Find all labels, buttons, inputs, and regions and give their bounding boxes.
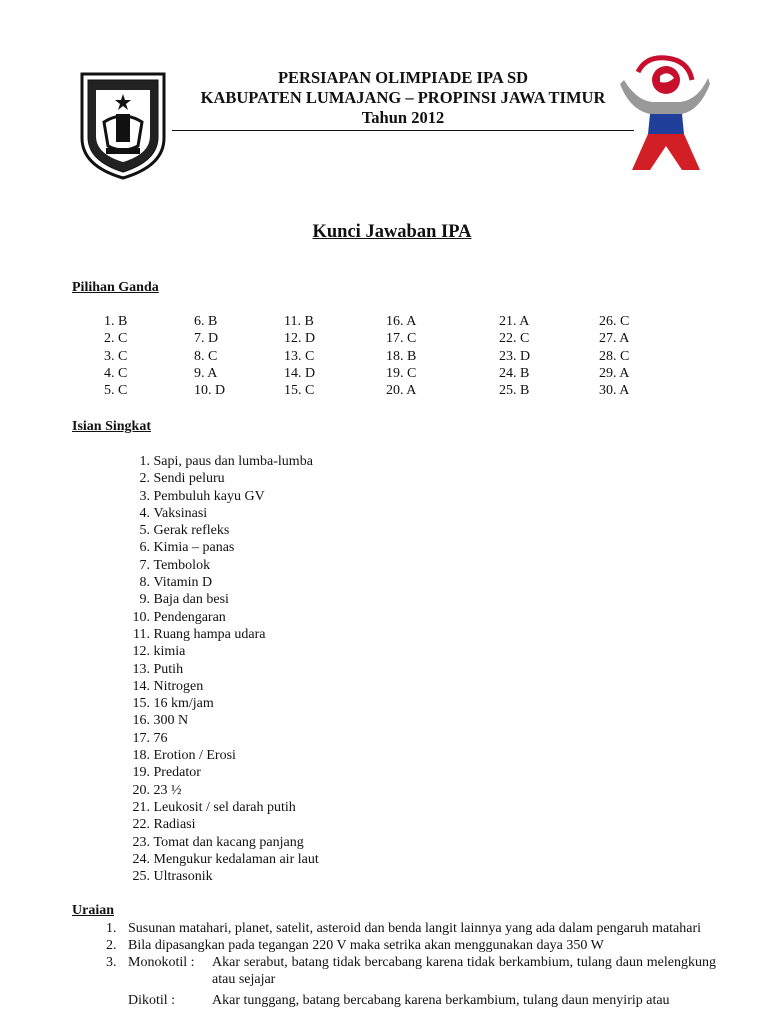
- answer-cell: 29. A: [599, 365, 630, 381]
- list-item: 14. Nitrogen: [132, 678, 204, 694]
- header-line-2: KABUPATEN LUMAJANG – PROPINSI JAWA TIMUR: [200, 88, 606, 107]
- essay-answers: [96, 920, 716, 1009]
- list-item: 21. Leukosit / sel darah putih: [132, 799, 296, 815]
- list-item: 20. 23 ½: [132, 782, 182, 798]
- list-item: 10. Pendengaran: [132, 609, 226, 625]
- answer-cell: 13. C: [284, 348, 315, 364]
- term-label: Monokotil :: [128, 955, 195, 970]
- list-item: 17. 76: [132, 730, 168, 746]
- list-item: 5. Gerak refleks: [139, 523, 230, 539]
- essay-item: 2. Bila dipasangkan pada tegangan 220 V maka setrika akan menggunakan daya 350 W: [106, 938, 604, 953]
- multiple-choice-answer-grid: [90, 314, 690, 400]
- list-item: 19. Predator: [132, 765, 201, 781]
- header-line-1: PERSIAPAN OLIMPIADE IPA SD: [277, 68, 529, 87]
- answer-cell: 19. C: [386, 365, 417, 381]
- answer-cell: 9. A: [194, 365, 218, 381]
- list-item: 15. 16 km/jam: [132, 696, 214, 712]
- answer-cell: 1. B: [104, 314, 128, 329]
- answer-cell: 18. B: [386, 348, 417, 364]
- list-item: 12. kimia: [132, 644, 186, 660]
- list-item: 22. Radiasi: [132, 817, 196, 833]
- list-item: 8. Vitamin D: [139, 575, 213, 591]
- answer-cell: 7. D: [194, 331, 219, 347]
- list-item: 16. 300 N: [132, 713, 189, 729]
- list-item: 18. Erotion / Erosi: [132, 748, 236, 764]
- answer-cell: 22. C: [499, 331, 530, 347]
- term-label: Dikotil :: [128, 993, 176, 1008]
- answer-cell: 12. D: [284, 331, 316, 347]
- answer-cell: 17. C: [386, 331, 417, 347]
- list-item: 4. Vaksinasi: [139, 505, 208, 521]
- short-answer-list: [104, 453, 319, 885]
- kabupaten-lumajang-emblem: [78, 66, 168, 182]
- answer-cell: 16. A: [386, 314, 417, 329]
- answer-cell: 11. B: [284, 314, 314, 329]
- header-rule: [172, 130, 634, 131]
- essay-item: 1. Susunan matahari, planet, satelit, asteroid dan benda langit lainnya yang ada dalam pengaruh matahari: [106, 921, 702, 936]
- header-line-3: Tahun 2012: [361, 108, 445, 127]
- answer-cell: 21. A: [499, 314, 530, 329]
- header-title-block: [172, 68, 634, 128]
- list-item: 7. Tembolok: [139, 557, 211, 573]
- answer-cell: 30. A: [599, 383, 630, 399]
- list-item: 24. Mengukur kedalaman air laut: [132, 851, 319, 867]
- essay-item: 3. Monokotil : Akar serabut, batang tidak bercabang karena tidak berkambium, tulang daun melengkung atau sejajar: [106, 955, 716, 987]
- list-item: 6. Kimia – panas: [139, 540, 235, 556]
- answer-cell: 25. B: [499, 383, 530, 399]
- answer-cell: 28. C: [599, 348, 630, 364]
- list-item: 23. Tomat dan kacang panjang: [132, 834, 304, 850]
- answer-cell: 15. C: [284, 383, 315, 399]
- list-item: 25. Ultrasonik: [132, 869, 213, 885]
- list-item: 13. Putih: [132, 661, 184, 677]
- answer-cell: 4. C: [104, 365, 128, 381]
- answer-cell: 23. D: [499, 348, 531, 364]
- answer-cell: 2. C: [104, 331, 128, 347]
- list-item: 3. Pembuluh kayu GV: [139, 488, 265, 504]
- section-heading-uraian: Uraian: [72, 903, 114, 918]
- answer-cell: 24. B: [499, 365, 530, 381]
- list-item: 11. Ruang hampa udara: [133, 626, 266, 642]
- section-heading-isian-singkat: Isian Singkat: [72, 419, 151, 434]
- essay-item: Dikotil : Akar tunggang, batang bercabang karena berkambium, tulang daun menyirip atau: [128, 993, 670, 1008]
- olympiad-logo: [616, 50, 716, 178]
- section-heading-pilihan-ganda: Pilihan Ganda: [72, 280, 159, 295]
- answer-cell: 8. C: [194, 348, 218, 364]
- answer-cell: 3. C: [104, 348, 128, 364]
- answer-cell: 27. A: [599, 331, 630, 347]
- answer-cell: 10. D: [194, 383, 226, 399]
- list-item: 9. Baja dan besi: [139, 592, 229, 608]
- answer-cell: 6. B: [194, 314, 218, 329]
- list-item: 2. Sendi peluru: [139, 471, 225, 487]
- answer-cell: 26. C: [599, 314, 630, 329]
- answer-cell: 14. D: [284, 365, 316, 381]
- answer-cell: 5. C: [104, 383, 128, 399]
- document-title: Kunci Jawaban IPA: [312, 222, 472, 242]
- list-item: 1. Sapi, paus dan lumba-lumba: [139, 454, 313, 469]
- answer-cell: 20. A: [386, 383, 417, 399]
